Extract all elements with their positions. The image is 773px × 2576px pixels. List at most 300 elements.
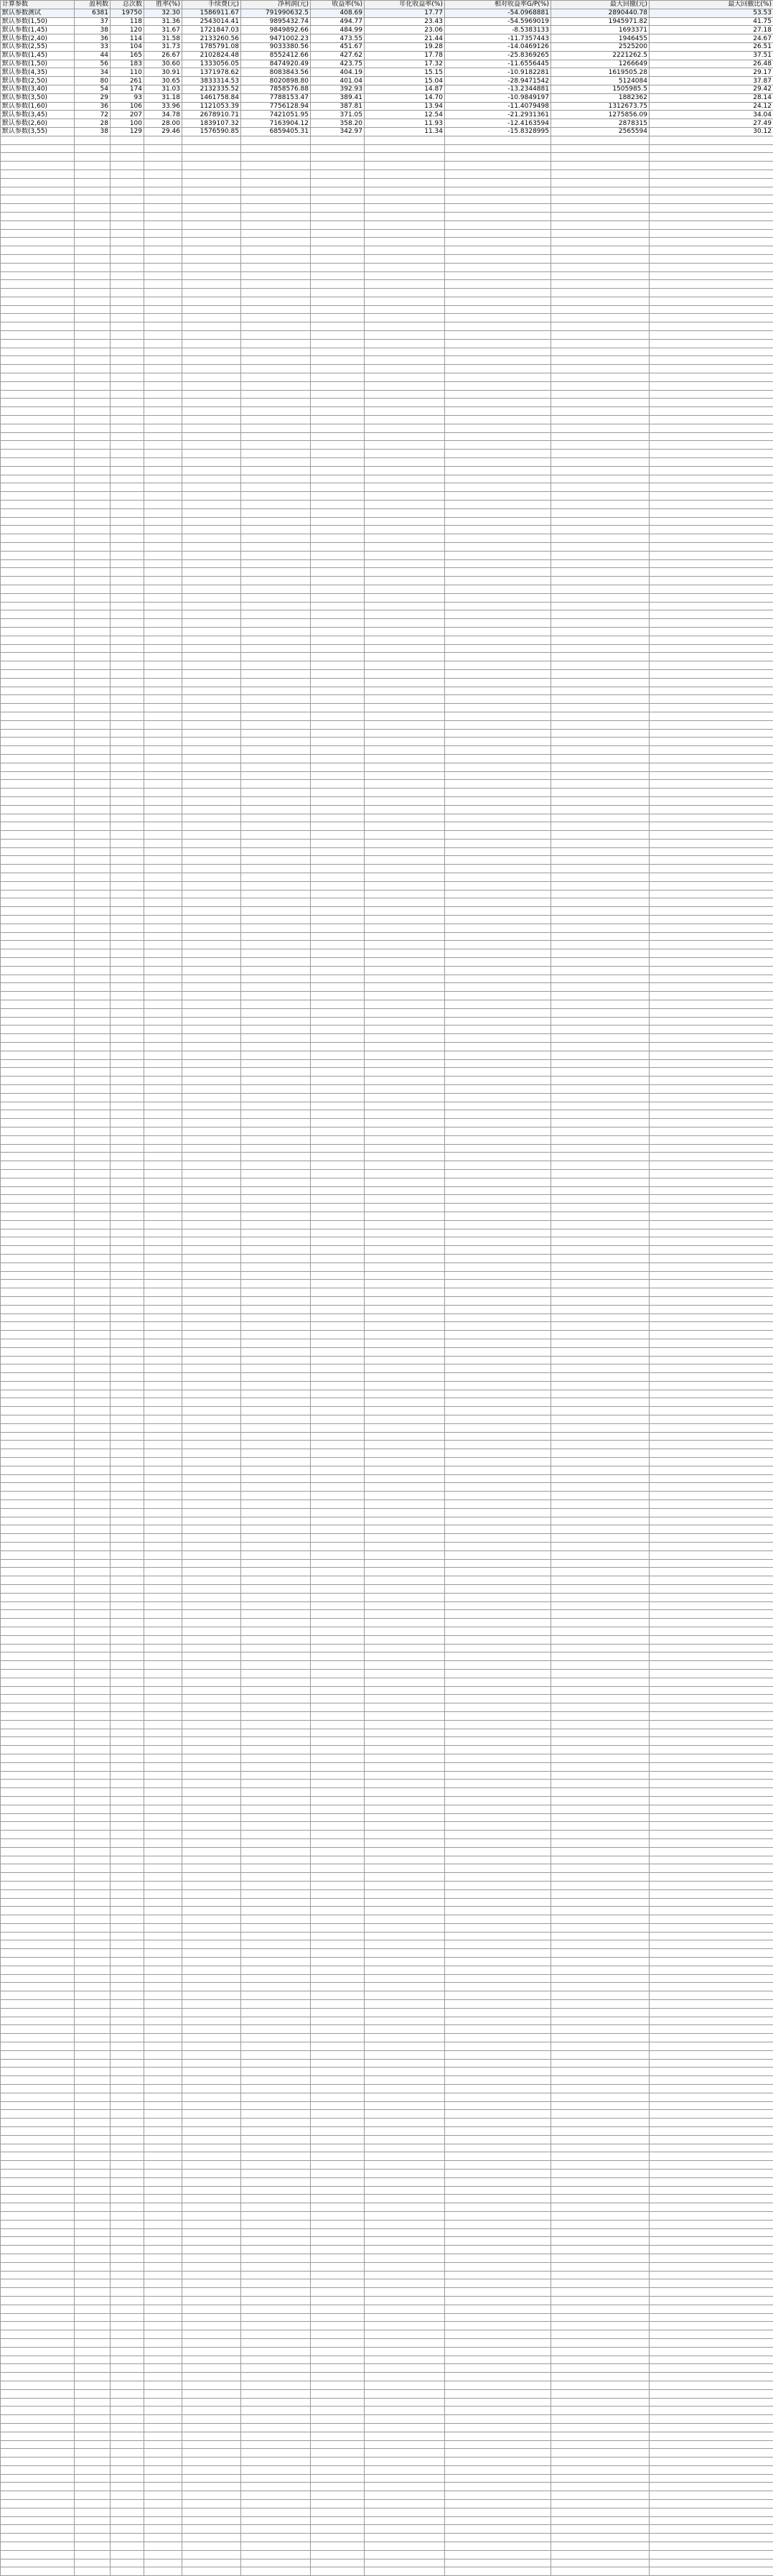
value-cell[interactable] (650, 1796, 773, 1805)
value-cell[interactable] (111, 2373, 144, 2381)
value-cell[interactable]: 38 (75, 127, 111, 136)
value-cell[interactable] (182, 2440, 241, 2449)
value-cell[interactable] (650, 280, 773, 289)
value-cell[interactable] (75, 2195, 111, 2203)
value-cell[interactable] (111, 669, 144, 678)
param-cell[interactable] (1, 653, 75, 661)
value-cell[interactable] (551, 1576, 650, 1585)
value-cell[interactable] (311, 501, 365, 509)
value-cell[interactable] (144, 2516, 182, 2525)
value-cell[interactable] (311, 1381, 365, 1390)
param-cell[interactable] (1, 517, 75, 526)
value-cell[interactable] (445, 1144, 551, 1153)
value-cell[interactable] (445, 136, 551, 144)
value-cell[interactable] (365, 2288, 445, 2297)
value-cell[interactable] (111, 2144, 144, 2152)
value-cell[interactable] (75, 1288, 111, 1297)
value-cell[interactable] (365, 1915, 445, 1924)
value-cell[interactable] (551, 1932, 650, 1940)
value-cell[interactable] (650, 2034, 773, 2042)
value-cell[interactable]: 6859405.31 (241, 127, 311, 136)
value-cell[interactable] (311, 1517, 365, 1525)
value-cell[interactable] (365, 627, 445, 636)
value-cell[interactable] (365, 2474, 445, 2483)
value-cell[interactable] (75, 2042, 111, 2051)
param-cell[interactable] (1, 1169, 75, 1178)
value-cell[interactable] (111, 2152, 144, 2161)
value-cell[interactable]: 494.77 (311, 17, 365, 26)
value-cell[interactable] (445, 1492, 551, 1500)
param-cell[interactable] (1, 1212, 75, 1220)
param-cell[interactable] (1, 1296, 75, 1305)
param-cell[interactable]: 默认参数(1,60) (1, 102, 75, 111)
value-cell[interactable] (144, 2254, 182, 2262)
value-cell[interactable] (182, 1729, 241, 1737)
value-cell[interactable] (365, 729, 445, 738)
value-cell[interactable] (311, 458, 365, 467)
value-cell[interactable] (551, 2338, 650, 2347)
value-cell[interactable] (111, 1347, 144, 1356)
value-cell[interactable] (241, 356, 311, 365)
value-cell[interactable] (111, 543, 144, 552)
value-cell[interactable] (650, 1746, 773, 1754)
value-cell[interactable] (311, 1204, 365, 1212)
value-cell[interactable] (144, 2271, 182, 2279)
value-cell[interactable] (445, 2389, 551, 2398)
value-cell[interactable] (551, 1746, 650, 1754)
value-cell[interactable] (445, 1119, 551, 1127)
value-cell[interactable] (182, 390, 241, 399)
value-cell[interactable] (365, 1661, 445, 1670)
value-cell[interactable] (365, 1500, 445, 1509)
param-cell[interactable] (1, 2525, 75, 2534)
value-cell[interactable] (551, 653, 650, 661)
value-cell[interactable] (111, 1390, 144, 1398)
value-cell[interactable] (551, 1026, 650, 1034)
value-cell[interactable] (241, 517, 311, 526)
value-cell[interactable] (182, 1915, 241, 1924)
value-cell[interactable] (111, 229, 144, 238)
value-cell[interactable] (445, 1423, 551, 1432)
value-cell[interactable] (445, 1085, 551, 1094)
value-cell[interactable] (311, 1813, 365, 1822)
value-cell[interactable] (650, 1958, 773, 1966)
value-cell[interactable] (650, 1729, 773, 1737)
value-cell[interactable] (650, 1864, 773, 1873)
value-cell[interactable] (182, 831, 241, 840)
value-cell[interactable] (111, 1585, 144, 1594)
value-cell[interactable] (365, 381, 445, 390)
value-cell[interactable] (111, 373, 144, 382)
value-cell[interactable] (144, 2534, 182, 2542)
value-cell[interactable] (111, 687, 144, 695)
value-cell[interactable] (650, 2262, 773, 2271)
value-cell[interactable] (650, 966, 773, 975)
value-cell[interactable] (144, 356, 182, 365)
value-cell[interactable] (650, 2246, 773, 2254)
param-cell[interactable] (1, 1085, 75, 1094)
value-cell[interactable] (650, 1356, 773, 1364)
param-cell[interactable] (1, 2203, 75, 2212)
value-cell[interactable] (551, 2279, 650, 2288)
value-cell[interactable] (144, 661, 182, 670)
value-cell[interactable] (311, 1958, 365, 1966)
value-cell[interactable] (111, 1077, 144, 1085)
value-cell[interactable] (445, 1593, 551, 1601)
value-cell[interactable] (365, 1737, 445, 1746)
value-cell[interactable] (182, 1856, 241, 1864)
value-cell[interactable] (241, 229, 311, 238)
value-cell[interactable] (144, 1780, 182, 1788)
value-cell[interactable] (551, 763, 650, 771)
value-cell[interactable] (144, 305, 182, 314)
value-cell[interactable] (311, 483, 365, 492)
value-cell[interactable] (650, 1889, 773, 1898)
value-cell[interactable] (365, 847, 445, 856)
value-cell[interactable] (144, 1813, 182, 1822)
value-cell[interactable] (365, 2186, 445, 2195)
value-cell[interactable] (144, 2068, 182, 2076)
value-cell[interactable] (144, 1204, 182, 1212)
value-cell[interactable]: 104 (111, 42, 144, 51)
value-cell[interactable] (445, 1856, 551, 1864)
value-cell[interactable] (445, 2407, 551, 2415)
value-cell[interactable] (75, 1695, 111, 1703)
value-cell[interactable] (75, 2465, 111, 2474)
value-cell[interactable] (650, 585, 773, 593)
value-cell[interactable] (650, 212, 773, 220)
value-cell[interactable] (182, 1093, 241, 1102)
value-cell[interactable] (311, 2389, 365, 2398)
value-cell[interactable] (551, 2440, 650, 2449)
value-cell[interactable] (144, 1678, 182, 1686)
value-cell[interactable] (144, 1822, 182, 1831)
value-cell[interactable] (311, 1492, 365, 1500)
value-cell[interactable] (551, 178, 650, 187)
value-cell[interactable] (144, 780, 182, 789)
value-cell[interactable] (311, 2542, 365, 2551)
value-cell[interactable] (75, 2449, 111, 2458)
param-cell[interactable] (1, 399, 75, 407)
param-cell[interactable] (1, 1313, 75, 1322)
value-cell[interactable]: 2678910.71 (182, 111, 241, 119)
value-cell[interactable] (445, 534, 551, 543)
value-cell[interactable] (445, 1127, 551, 1135)
value-cell[interactable] (182, 1627, 241, 1636)
value-cell[interactable] (311, 941, 365, 949)
param-cell[interactable] (1, 1576, 75, 1585)
value-cell[interactable] (311, 2474, 365, 2483)
value-cell[interactable] (551, 1356, 650, 1364)
value-cell[interactable] (144, 492, 182, 501)
value-cell[interactable]: 23.43 (365, 17, 445, 26)
value-cell[interactable] (182, 1000, 241, 1009)
value-cell[interactable] (650, 678, 773, 687)
value-cell[interactable] (75, 1517, 111, 1525)
value-cell[interactable] (241, 627, 311, 636)
value-cell[interactable] (365, 1813, 445, 1822)
value-cell[interactable] (650, 1204, 773, 1212)
value-cell[interactable] (365, 1169, 445, 1178)
value-cell[interactable] (445, 1534, 551, 1543)
param-cell[interactable] (1, 1195, 75, 1204)
value-cell[interactable] (241, 890, 311, 898)
value-cell[interactable] (182, 153, 241, 162)
value-cell[interactable] (650, 2305, 773, 2313)
value-cell[interactable] (551, 220, 650, 229)
value-cell[interactable] (365, 1568, 445, 1576)
value-cell[interactable] (650, 636, 773, 644)
value-cell[interactable] (241, 1441, 311, 1449)
value-cell[interactable] (311, 1966, 365, 1974)
value-cell[interactable] (551, 2474, 650, 2483)
value-cell[interactable] (445, 2000, 551, 2009)
value-cell[interactable] (241, 1627, 311, 1636)
value-cell[interactable] (650, 1635, 773, 1644)
param-cell[interactable] (1, 2330, 75, 2339)
value-cell[interactable] (75, 1550, 111, 1559)
value-cell[interactable] (241, 1254, 311, 1263)
value-cell[interactable] (182, 1127, 241, 1135)
param-cell[interactable]: 默认参数(3,55) (1, 127, 75, 136)
value-cell[interactable] (445, 712, 551, 720)
value-cell[interactable] (445, 2195, 551, 2203)
value-cell[interactable] (111, 169, 144, 178)
value-cell[interactable] (551, 2465, 650, 2474)
param-cell[interactable] (1, 2550, 75, 2559)
value-cell[interactable] (111, 1780, 144, 1788)
value-cell[interactable] (365, 1619, 445, 1627)
value-cell[interactable] (650, 534, 773, 543)
value-cell[interactable] (75, 543, 111, 552)
value-cell[interactable] (111, 610, 144, 619)
value-cell[interactable] (75, 1898, 111, 1907)
value-cell[interactable] (182, 1296, 241, 1305)
value-cell[interactable] (144, 2347, 182, 2356)
value-cell[interactable] (365, 1627, 445, 1636)
value-cell[interactable] (111, 399, 144, 407)
value-cell[interactable] (551, 2313, 650, 2322)
value-cell[interactable] (111, 1398, 144, 1407)
value-cell[interactable] (111, 983, 144, 992)
value-cell[interactable] (650, 390, 773, 399)
value-cell[interactable] (551, 2373, 650, 2381)
value-cell[interactable] (111, 890, 144, 898)
value-cell[interactable] (551, 169, 650, 178)
param-cell[interactable] (1, 1940, 75, 1949)
value-cell[interactable] (551, 1008, 650, 1017)
value-cell[interactable] (75, 2559, 111, 2567)
value-cell[interactable] (445, 1169, 551, 1178)
value-cell[interactable] (144, 1093, 182, 1102)
value-cell[interactable] (75, 534, 111, 543)
param-cell[interactable] (1, 1669, 75, 1678)
value-cell[interactable] (182, 1746, 241, 1754)
value-cell[interactable]: 1586911.67 (182, 9, 241, 17)
value-cell[interactable] (365, 2483, 445, 2491)
value-cell[interactable] (111, 763, 144, 771)
value-cell[interactable] (551, 746, 650, 755)
value-cell[interactable] (75, 789, 111, 797)
param-cell[interactable] (1, 136, 75, 144)
value-cell[interactable] (111, 831, 144, 840)
value-cell[interactable] (241, 254, 311, 263)
value-cell[interactable] (445, 720, 551, 729)
value-cell[interactable] (144, 1000, 182, 1009)
value-cell[interactable] (650, 1703, 773, 1712)
value-cell[interactable] (75, 1576, 111, 1585)
value-cell[interactable] (182, 1305, 241, 1313)
value-cell[interactable] (551, 458, 650, 467)
value-cell[interactable] (445, 1000, 551, 1009)
value-cell[interactable]: 3833314.53 (182, 77, 241, 85)
value-cell[interactable] (551, 1534, 650, 1543)
value-cell[interactable] (551, 1550, 650, 1559)
value-cell[interactable]: 32.30 (144, 9, 182, 17)
value-cell[interactable] (365, 2534, 445, 2542)
value-cell[interactable]: 8020898.80 (241, 77, 311, 85)
value-cell[interactable] (182, 2042, 241, 2051)
value-cell[interactable] (75, 1381, 111, 1390)
value-cell[interactable] (75, 2423, 111, 2432)
value-cell[interactable] (144, 2152, 182, 2161)
value-cell[interactable] (75, 585, 111, 593)
value-cell[interactable] (144, 322, 182, 331)
value-cell[interactable] (365, 246, 445, 255)
param-cell[interactable] (1, 898, 75, 907)
value-cell[interactable] (144, 1449, 182, 1458)
value-cell[interactable] (182, 2305, 241, 2313)
param-cell[interactable] (1, 1331, 75, 1339)
value-cell[interactable] (144, 2508, 182, 2516)
value-cell[interactable] (445, 1178, 551, 1186)
value-cell[interactable] (144, 983, 182, 992)
value-cell[interactable] (551, 2034, 650, 2042)
value-cell[interactable] (445, 687, 551, 695)
value-cell[interactable] (75, 2474, 111, 2483)
value-cell[interactable] (144, 1576, 182, 1585)
param-cell[interactable] (1, 2228, 75, 2237)
value-cell[interactable] (144, 526, 182, 534)
value-cell[interactable] (551, 1229, 650, 1237)
value-cell[interactable] (75, 2246, 111, 2254)
value-cell[interactable] (111, 695, 144, 704)
param-cell[interactable] (1, 280, 75, 289)
value-cell[interactable] (241, 729, 311, 738)
value-cell[interactable] (182, 1186, 241, 1195)
value-cell[interactable] (311, 2220, 365, 2228)
value-cell[interactable] (445, 2203, 551, 2212)
value-cell[interactable] (144, 501, 182, 509)
value-cell[interactable] (650, 1991, 773, 2000)
value-cell[interactable] (111, 322, 144, 331)
value-cell[interactable] (311, 2211, 365, 2220)
value-cell[interactable] (650, 559, 773, 568)
value-cell[interactable] (144, 729, 182, 738)
param-cell[interactable] (1, 1729, 75, 1737)
value-cell[interactable] (75, 1127, 111, 1135)
value-cell[interactable] (650, 1364, 773, 1373)
value-cell[interactable] (551, 1940, 650, 1949)
value-cell[interactable] (551, 1212, 650, 1220)
value-cell[interactable] (311, 399, 365, 407)
value-cell[interactable] (144, 796, 182, 805)
value-cell[interactable]: 12.54 (365, 111, 445, 119)
value-cell[interactable] (365, 356, 445, 365)
value-cell[interactable] (551, 331, 650, 340)
value-cell[interactable] (75, 2322, 111, 2330)
value-cell[interactable] (144, 644, 182, 653)
value-cell[interactable] (365, 2313, 445, 2322)
value-cell[interactable] (445, 2508, 551, 2516)
value-cell[interactable] (650, 2195, 773, 2203)
value-cell[interactable] (182, 2432, 241, 2440)
value-cell[interactable] (111, 593, 144, 602)
value-cell[interactable] (311, 1373, 365, 1382)
value-cell[interactable] (365, 1796, 445, 1805)
value-cell[interactable] (182, 1881, 241, 1889)
param-cell[interactable]: 默认参数(1,50) (1, 60, 75, 68)
value-cell[interactable] (75, 949, 111, 958)
value-cell[interactable] (111, 501, 144, 509)
value-cell[interactable] (144, 1339, 182, 1347)
value-cell[interactable] (551, 2398, 650, 2407)
value-cell[interactable] (241, 1856, 311, 1864)
param-cell[interactable] (1, 916, 75, 924)
value-cell[interactable] (182, 2322, 241, 2330)
value-cell[interactable] (311, 2059, 365, 2068)
param-cell[interactable]: 默认参数(3,45) (1, 111, 75, 119)
value-cell[interactable] (650, 1000, 773, 1009)
value-cell[interactable] (445, 1246, 551, 1255)
value-cell[interactable] (241, 2542, 311, 2551)
value-cell[interactable] (311, 2110, 365, 2119)
value-cell[interactable] (445, 1932, 551, 1940)
value-cell[interactable] (650, 1525, 773, 1534)
value-cell[interactable] (365, 619, 445, 628)
value-cell[interactable] (311, 983, 365, 992)
value-cell[interactable] (75, 1220, 111, 1229)
value-cell[interactable] (365, 271, 445, 280)
value-cell[interactable] (311, 162, 365, 170)
value-cell[interactable] (650, 1135, 773, 1144)
value-cell[interactable] (551, 805, 650, 814)
value-cell[interactable] (75, 2000, 111, 2009)
value-cell[interactable] (445, 2220, 551, 2228)
value-cell[interactable]: -11.4079498 (445, 102, 551, 111)
value-cell[interactable] (650, 907, 773, 916)
value-cell[interactable] (650, 2203, 773, 2212)
value-cell[interactable] (75, 1856, 111, 1864)
value-cell[interactable] (445, 916, 551, 924)
value-cell[interactable] (111, 2228, 144, 2237)
value-cell[interactable] (365, 636, 445, 644)
value-cell[interactable] (551, 1254, 650, 1263)
value-cell[interactable] (111, 1619, 144, 1627)
value-cell[interactable] (551, 2076, 650, 2085)
value-cell[interactable] (365, 2254, 445, 2262)
value-cell[interactable] (111, 1237, 144, 1246)
value-cell[interactable] (311, 2144, 365, 2152)
value-cell[interactable] (241, 450, 311, 458)
value-cell[interactable] (75, 2170, 111, 2178)
value-cell[interactable] (182, 1949, 241, 1958)
value-cell[interactable] (75, 678, 111, 687)
param-cell[interactable] (1, 644, 75, 653)
value-cell[interactable] (445, 1102, 551, 1110)
value-cell[interactable] (551, 789, 650, 797)
value-cell[interactable] (445, 390, 551, 399)
